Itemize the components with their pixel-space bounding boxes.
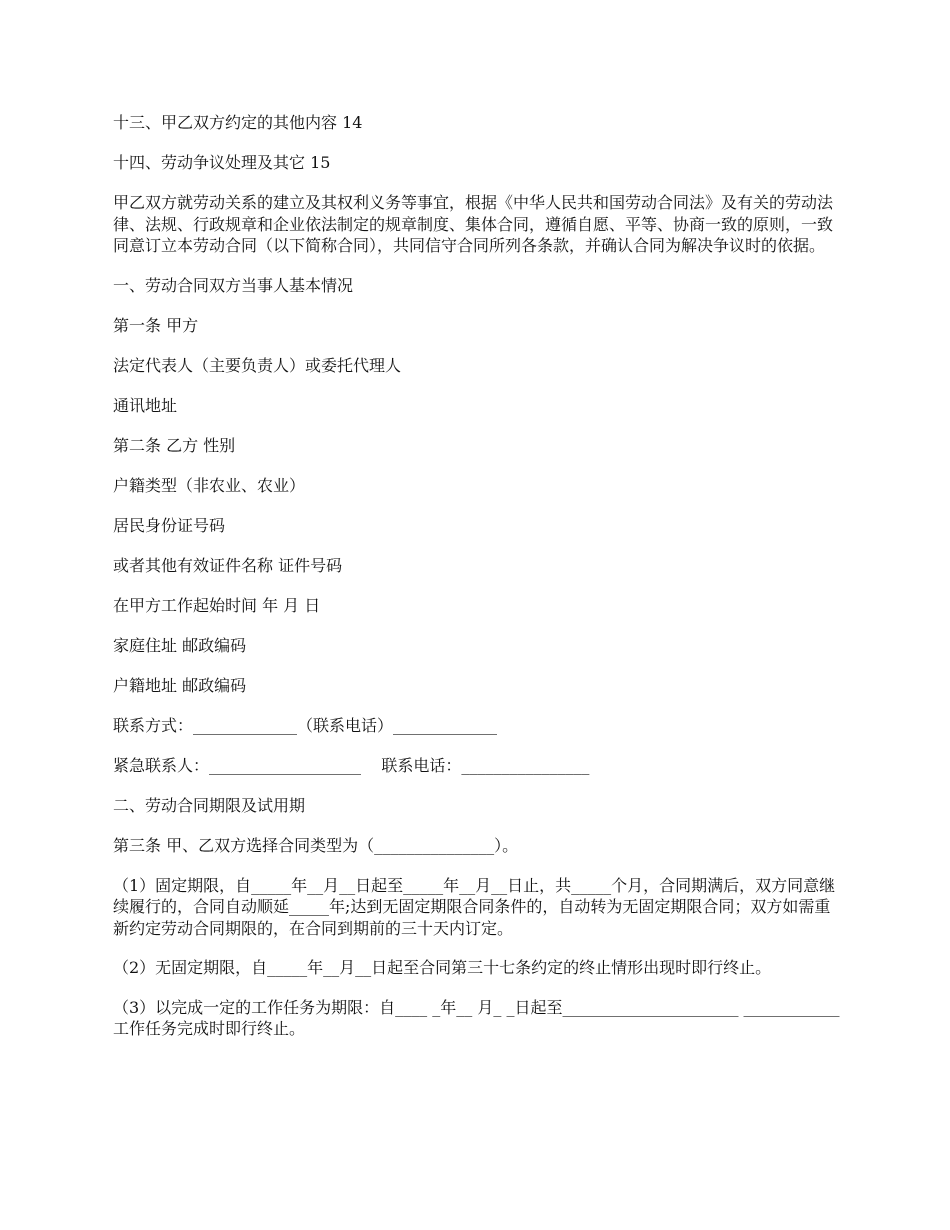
- option-task-based: （3）以完成一定的工作任务为期限：自____ _年__ 月_ _日起至______________________ ____________工作任务完成时即行终止。: [113, 997, 840, 1038]
- article-1-party-a: 第一条 甲方: [113, 315, 199, 335]
- other-id-line: 或者其他有效证件名称 证件号码: [113, 555, 343, 575]
- section-heading-1: 一、劳动合同双方当事人基本情况: [113, 275, 354, 295]
- document-page: [113, 112, 843, 1058]
- article-3-contract-type: 第三条 甲、乙双方选择合同类型为（_______________）。: [113, 835, 519, 855]
- mailing-address-line: 通讯地址: [113, 395, 178, 415]
- emergency-contact-line: 紧急联系人：___________________ 联系电话：________________: [113, 755, 590, 775]
- toc-entry-13: 十三、甲乙双方约定的其他内容 14: [113, 113, 363, 132]
- legal-representative-line: 法定代表人（主要负责人）或委托代理人: [113, 355, 402, 375]
- contact-line: 联系方式：_____________（联系电话）_____________: [113, 715, 498, 735]
- preamble-paragraph: 甲乙双方就劳动关系的建立及其权利义务等事宜，根据《中华人民共和国劳动合同法》及有关的劳动法律、法规、行政规章和企业依法制定的规章制度、集体合同，遵循自愿、平等、协商一致的原则，一致同意订立本劳动合同（以下简称合同），共同信守合同所列各条款，并确认合同为解决争议时的依据。: [113, 193, 834, 255]
- article-2-party-b: 第二条 乙方 性别: [113, 435, 236, 455]
- toc-entry-14: 十四、劳动争议处理及其它 15: [113, 153, 331, 172]
- home-address-line: 家庭住址 邮政编码: [113, 635, 247, 655]
- start-date-line: 在甲方工作起始时间 年 月 日: [113, 595, 321, 615]
- option-fixed-term: （1）固定期限，自_____年__月__日起至_____年__月__日止，共_____个月，合同期满后，双方同意继续履行的，合同自动顺延_____年;达到无固定期限合同条件的，自动转为无固定期限合同；双方如需重新约定劳动合同期限的，在合同到期前的三十天内订定。: [113, 875, 836, 938]
- option-open-ended: （2）无固定期限，自_____年__月__日起至合同第三十七条约定的终止情形出现时即行终止。: [113, 958, 772, 977]
- section-heading-2: 二、劳动合同期限及试用期: [113, 795, 306, 815]
- registered-address-line: 户籍地址 邮政编码: [113, 675, 247, 695]
- id-number-line: 居民身份证号码: [113, 515, 226, 535]
- household-type-line: 户籍类型（非农业、农业）: [113, 475, 306, 495]
